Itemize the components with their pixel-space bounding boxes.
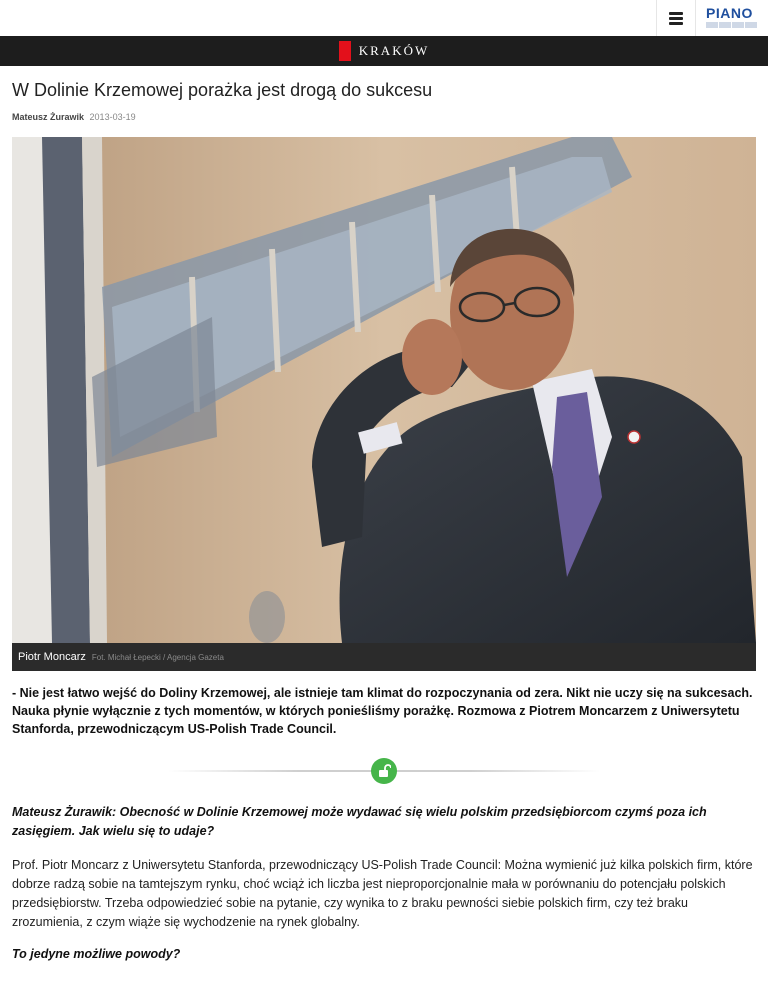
piano-logo[interactable] [706,6,762,32]
piano-brand-text: PIANO [706,5,753,21]
photo-caption: Piotr Moncarz [18,651,86,663]
top-bar [0,0,768,37]
author-name[interactable]: Mateusz Żurawik [12,112,85,122]
gazeta-logo-icon[interactable] [339,41,351,61]
unlock-icon[interactable] [371,758,397,784]
interview-answer-1: Prof. Piotr Moncarz z Uniwersytetu Stanforda, przewodniczący US-Polish Trade Council: Można wymienić już kilka polskich firm, które dobrze radzą sobie na tamtejszym rynku, choć wciąż ich liczba jest nieproporcjonalnie mała w porównaniu do potencjału polskich przedsiębiorstw. Trzeba odpowiedzieć sobie na pytanie, czy wynika to z braku pewności siebie polskich firm, czy też braku zrozumienia, z czym wiąże się wychodzenie na rynek globalny. [12,858,753,929]
interview-question-1: Mateusz Żurawik: Obecność w Dolinie Krzemowej może wydawać się wielu polskim przedsiębiorcom czymś poza ich zasięgiem. Jak wielu się to udaje? [12,805,707,838]
article-photo [12,137,756,643]
article-title: W Dolinie Krzemowej porażka jest drogą do sukcesu [12,80,433,100]
interview-question-2: To jedyne możliwe powody? [12,947,181,961]
section-bar [0,36,768,66]
byline [12,112,136,122]
photo-caption-bar [12,643,756,671]
piano-keys-icon [706,22,762,28]
article-lead: - Nie jest łatwo wejść do Doliny Krzemowej, ale istnieje tam klimat do rozpoczynania od zera. Nikt nie uczy się na sukcesach. Nauka płynie wyłącznie z tych momentów, w których ponieśliśmy porażkę. Rozmowa z Piotrem Moncarzem z Uniwersytetu Stanforda, przewodniczącym US-Polish Trade Council. [12,686,753,736]
portrait-illustration [12,137,756,643]
unlock-glyph-icon [377,764,391,778]
section-city[interactable]: KRAKÓW [358,43,430,58]
publish-date: 2013-03-19 [89,112,136,122]
menu-button[interactable] [656,0,696,36]
photo-credit: Fot. Michał Łepecki / Agencja Gazeta [91,652,224,662]
hamburger-menu-icon [669,12,683,24]
